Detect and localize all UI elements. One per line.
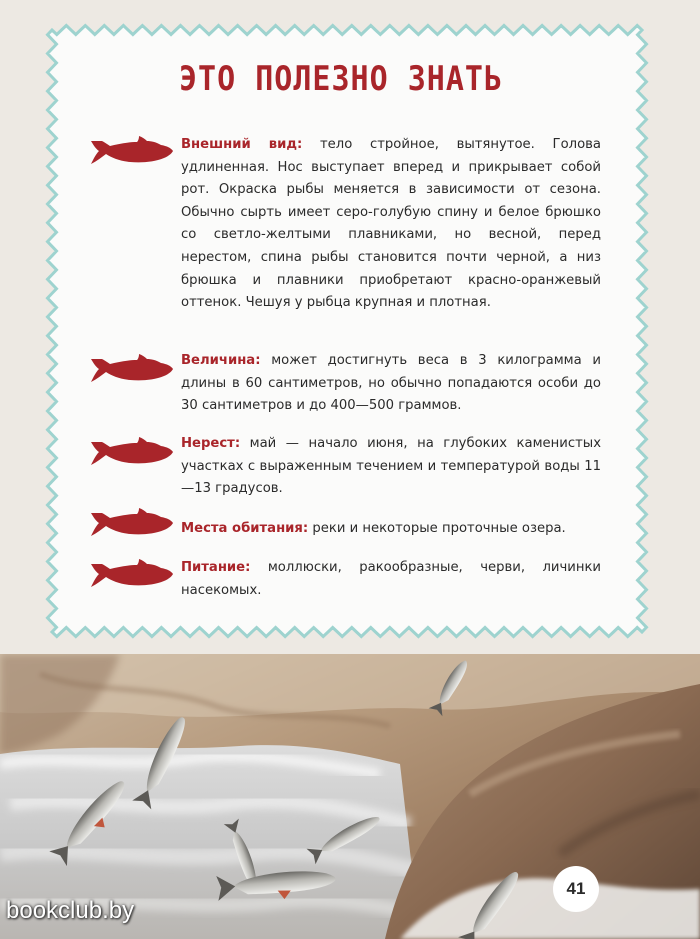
fact-term: Величина: [181,353,261,368]
fact-description: май — начало июня, на глубоких каменистых участках с выраженным течением и температурой воды 11—13 градусов. [181,436,601,497]
fact-text [181,134,601,315]
page-number: 41 [553,866,599,912]
fish-icon [90,437,174,469]
fish-icon [90,354,174,386]
wavy-frame-border [48,26,647,637]
fact-entry-appearance [90,134,600,315]
fish-icon [90,559,174,591]
fact-term: Внешний вид: [181,137,303,152]
fact-entry-size [90,350,600,418]
fish-icon [90,508,174,540]
fact-entry-habitat [90,518,600,541]
fact-description: тело стройное, вытянутое. Голова удлиненная. Нос выступает вперед и прикрывает собой рот. Окраска рыбы меняется в зависимости от сезона. Обычно сырть имеет серо-голубую спину и белое брюшко со светло-желтыми плавниками, но весной, перед нерестом, спина рыбы становится почти черной, а низ брюшка и плавники приобретают красно-оранжевый оттенок. Чешуя у рыбца крупная и плотная. [181,137,601,311]
fact-entry-spawning [90,433,600,501]
fish-icon [90,136,174,168]
watermark: bookclub.by [6,897,135,924]
fact-entry-diet [90,557,600,602]
fact-term: Места обитания: [181,521,309,536]
fact-text [181,433,601,501]
fact-text [181,557,601,602]
fact-text [181,518,601,541]
fact-description: реки и некоторые проточные озера. [308,521,566,536]
fact-description: может достигнуть веса в 3 килограмма и длины в 60 сантиметров, но обычно попадаются особи до 30 сантиметров и до 400—500 граммов. [181,353,601,414]
fact-term: Нерест: [181,436,241,451]
fact-description: моллюски, ракообразные, черви, личинки насекомых. [181,560,601,598]
page-heading: ЭТО ПОЛЕЗНО ЗНАТЬ [179,60,504,100]
fact-text [181,350,601,418]
fact-term: Питание: [181,560,251,575]
